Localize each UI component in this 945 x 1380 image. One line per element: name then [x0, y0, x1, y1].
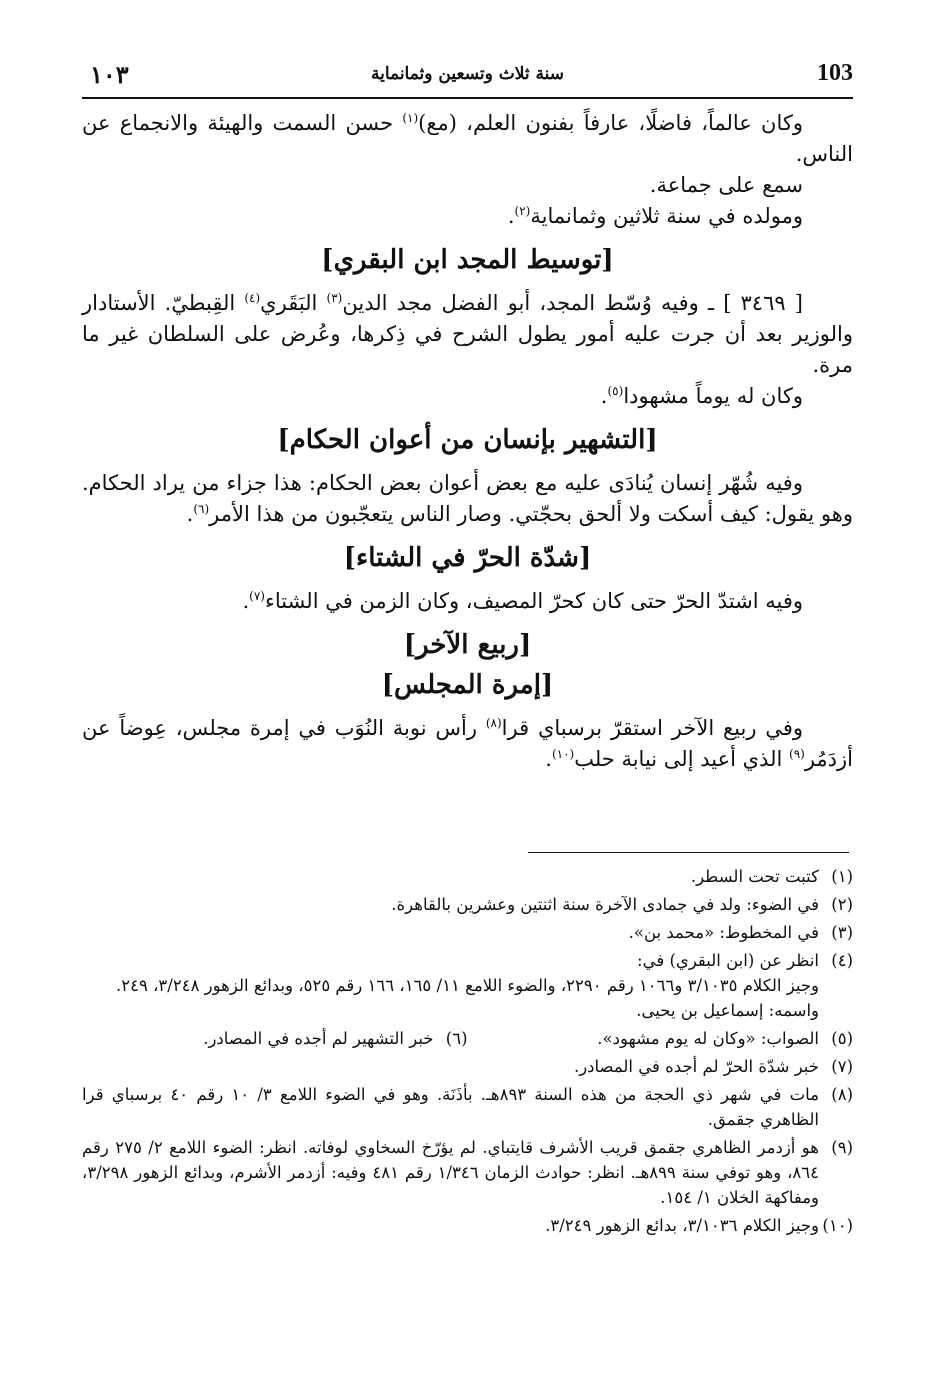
header-rule	[82, 97, 853, 99]
footnotes	[82, 864, 853, 1241]
text-span: وفيه شُهّر إنسان يُنادَى عليه مع بعض أعوان بعض الحكام: هذا جزاء من يراد الحكام. وهو يقول: كيف أسكت ولا ألحق بحجّتي. وصار الناس يتعجّبون من هذا الأمر	[82, 471, 853, 526]
section-heading: [توسيط المجد ابن البقري]	[321, 245, 614, 275]
footnote-line: انظر عن (ابن البقري) في:	[637, 951, 819, 970]
footnote-text: في الضوء: ولد في جمادى الآخرة سنة اثنتين وعشرين بالقاهرة.	[391, 895, 819, 914]
footnote	[82, 892, 853, 917]
text-span: وكان له يوماً مشهودا	[623, 384, 803, 408]
footnote-number: (٤)	[831, 951, 853, 970]
text-span: رأس نوبة النُوَب في إمرة مجلس، عِوضاً عن أزدَمُر	[82, 716, 853, 771]
footnote-number: (١)	[831, 867, 853, 886]
paragraph	[82, 201, 853, 232]
page-header	[82, 58, 853, 94]
footnote	[82, 864, 853, 889]
footnote-number: (٥)	[831, 1029, 853, 1048]
footnote	[468, 1026, 854, 1051]
footnote-text: مات في شهر ذي الحجة من هذه السنة ٨٩٣هـ. بأذَنَة. وهو في الضوء اللامع ٣/ ١٠ رقم ٤٠ برسباي قرا الظاهري جقمق.	[82, 1085, 819, 1129]
footnote-text: الصواب: «وكان له يوم مشهود».	[597, 1029, 819, 1048]
footnote	[82, 1054, 853, 1079]
footnote-ref: (٦)	[193, 502, 210, 516]
footnote	[82, 1135, 853, 1210]
footnote-ref: (٣)	[326, 291, 343, 305]
text-span: ومولده في سنة ثلاثين وثمانماية	[530, 204, 803, 228]
text-span: وفيه اشتدّ الحرّ حتى كان كحرّ المصيف، وكان الزمن في الشتاء	[264, 589, 803, 613]
footnote-ref: (٤)	[244, 291, 261, 305]
footnote-ref: (٨)	[485, 716, 502, 730]
footnote-number: (٧)	[831, 1057, 853, 1076]
section-heading: [ربيع الآخر]	[403, 630, 532, 660]
footnote-text: هو أزدمر الظاهري جقمق قريب الأشرف قايتباي. لم يؤرّخ السخاوي لوفاته. انظر: الضوء اللامع ٢/ ٢٧٥ رقم ٨٦٤، وهو توفي سنة ٨٩٩هـ. انظر: حوادث الزمان ١/٣٤٦ رقم ٤٨١ وفيه: أزدمر الأشرم، وبدائع الزهور ٣/٢٩٨، ومفاكهة الخلان ١/ ١٥٤.	[82, 1138, 820, 1207]
footnote	[82, 1026, 468, 1051]
footnote-number: (٩)	[831, 1138, 853, 1157]
footnote-number: (٨)	[831, 1085, 853, 1104]
footnote-ref: (٧)	[249, 589, 265, 603]
footnote-number: (٦)	[445, 1029, 468, 1048]
text-span: .	[545, 747, 552, 771]
paragraph	[82, 468, 853, 530]
footnote-number: (٣)	[831, 923, 853, 942]
text-span: الذي أعيد إلى نيابة حلب	[574, 747, 789, 771]
paragraph	[82, 713, 853, 775]
section-heading: [إمرة المجلس]	[381, 670, 554, 700]
paragraph	[82, 381, 853, 412]
paragraph	[82, 586, 853, 617]
footnote-ref: (٩)	[789, 747, 805, 761]
footnote-ref: (١)	[402, 111, 419, 125]
footnote-number: (١٠)	[822, 1216, 853, 1235]
paragraph: سمع على جماعة.	[649, 173, 803, 197]
text-span: .	[242, 589, 250, 613]
footnote	[82, 1082, 853, 1132]
footnote-ref: (٢)	[514, 204, 531, 218]
section-heading: [التشهير بإنسان من أعوان الحكام]	[277, 425, 658, 455]
footnote-ref: (٥)	[607, 384, 624, 398]
main-text	[82, 108, 853, 775]
running-title: سنة ثلاث وتسعين وثمانماية	[370, 64, 565, 84]
text-span: [ ٣٤٦٩ ] ـ وفيه وُسّط المجد، أبو الفضل مجد الدين	[342, 291, 803, 315]
text-span: وكان عالماً، فاضلًا، عارفاً بفنون العلم، (مع)	[418, 111, 803, 135]
footnote-number: (٢)	[831, 895, 853, 914]
section-heading: [شدّة الحرّ في الشتاء]	[343, 543, 592, 573]
text-span: حسن السمت والهيئة والانجماع عن الناس.	[82, 111, 853, 166]
footnote-text: خبر التشهير لم أجده في المصادر.	[203, 1029, 434, 1048]
footnote	[82, 948, 853, 1023]
text-span: .	[600, 384, 608, 408]
footnote-pair	[82, 1026, 853, 1051]
footnote-line: وجيز الكلام ٣/١٠٣٥ و١٠٦٦ رقم ٢٢٩٠، والضوء اللامع ١١/ ١٦٥، ١٦٦ رقم ٥٢٥، وبدائع الزهور ٣/٢٤٨، ٢٤٩.	[116, 976, 819, 995]
footnote-rule	[528, 852, 849, 853]
text-span: وفي ربيع الآخر استقرّ برسباي قرا	[501, 716, 803, 740]
page-number-arabic: ١٠٣	[90, 60, 129, 89]
page-number-latin: 103	[817, 60, 853, 86]
footnote-text: كتبت تحت السطر.	[690, 867, 819, 886]
footnote-ref: (١٠)	[551, 747, 575, 761]
text-span: .	[186, 502, 194, 526]
text-span: البَقَري	[260, 291, 327, 315]
footnote-text: وجيز الكلام ٣/١٠٣٦، بدائع الزهور ٣/٢٤٩.	[545, 1216, 819, 1235]
footnote	[82, 920, 853, 945]
footnote-text: خبر شدّة الحرّ لم أجده في المصادر.	[573, 1057, 819, 1076]
footnote-text	[82, 948, 819, 1023]
footnote-line: واسمه: إسماعيل بن يحيى.	[636, 1001, 819, 1020]
footnote-text: في المخطوط: «محمد بن».	[628, 923, 819, 942]
paragraph	[82, 288, 853, 381]
text-span: القِبطيّ. الأستادار والوزير بعد أن جرت عليه أمور يطول الشرح في ذِكرها، وعُرض على السلطان غير ما مرة.	[82, 291, 853, 377]
text-span: .	[507, 204, 515, 228]
footnote	[82, 1213, 853, 1238]
paragraph	[82, 108, 853, 170]
